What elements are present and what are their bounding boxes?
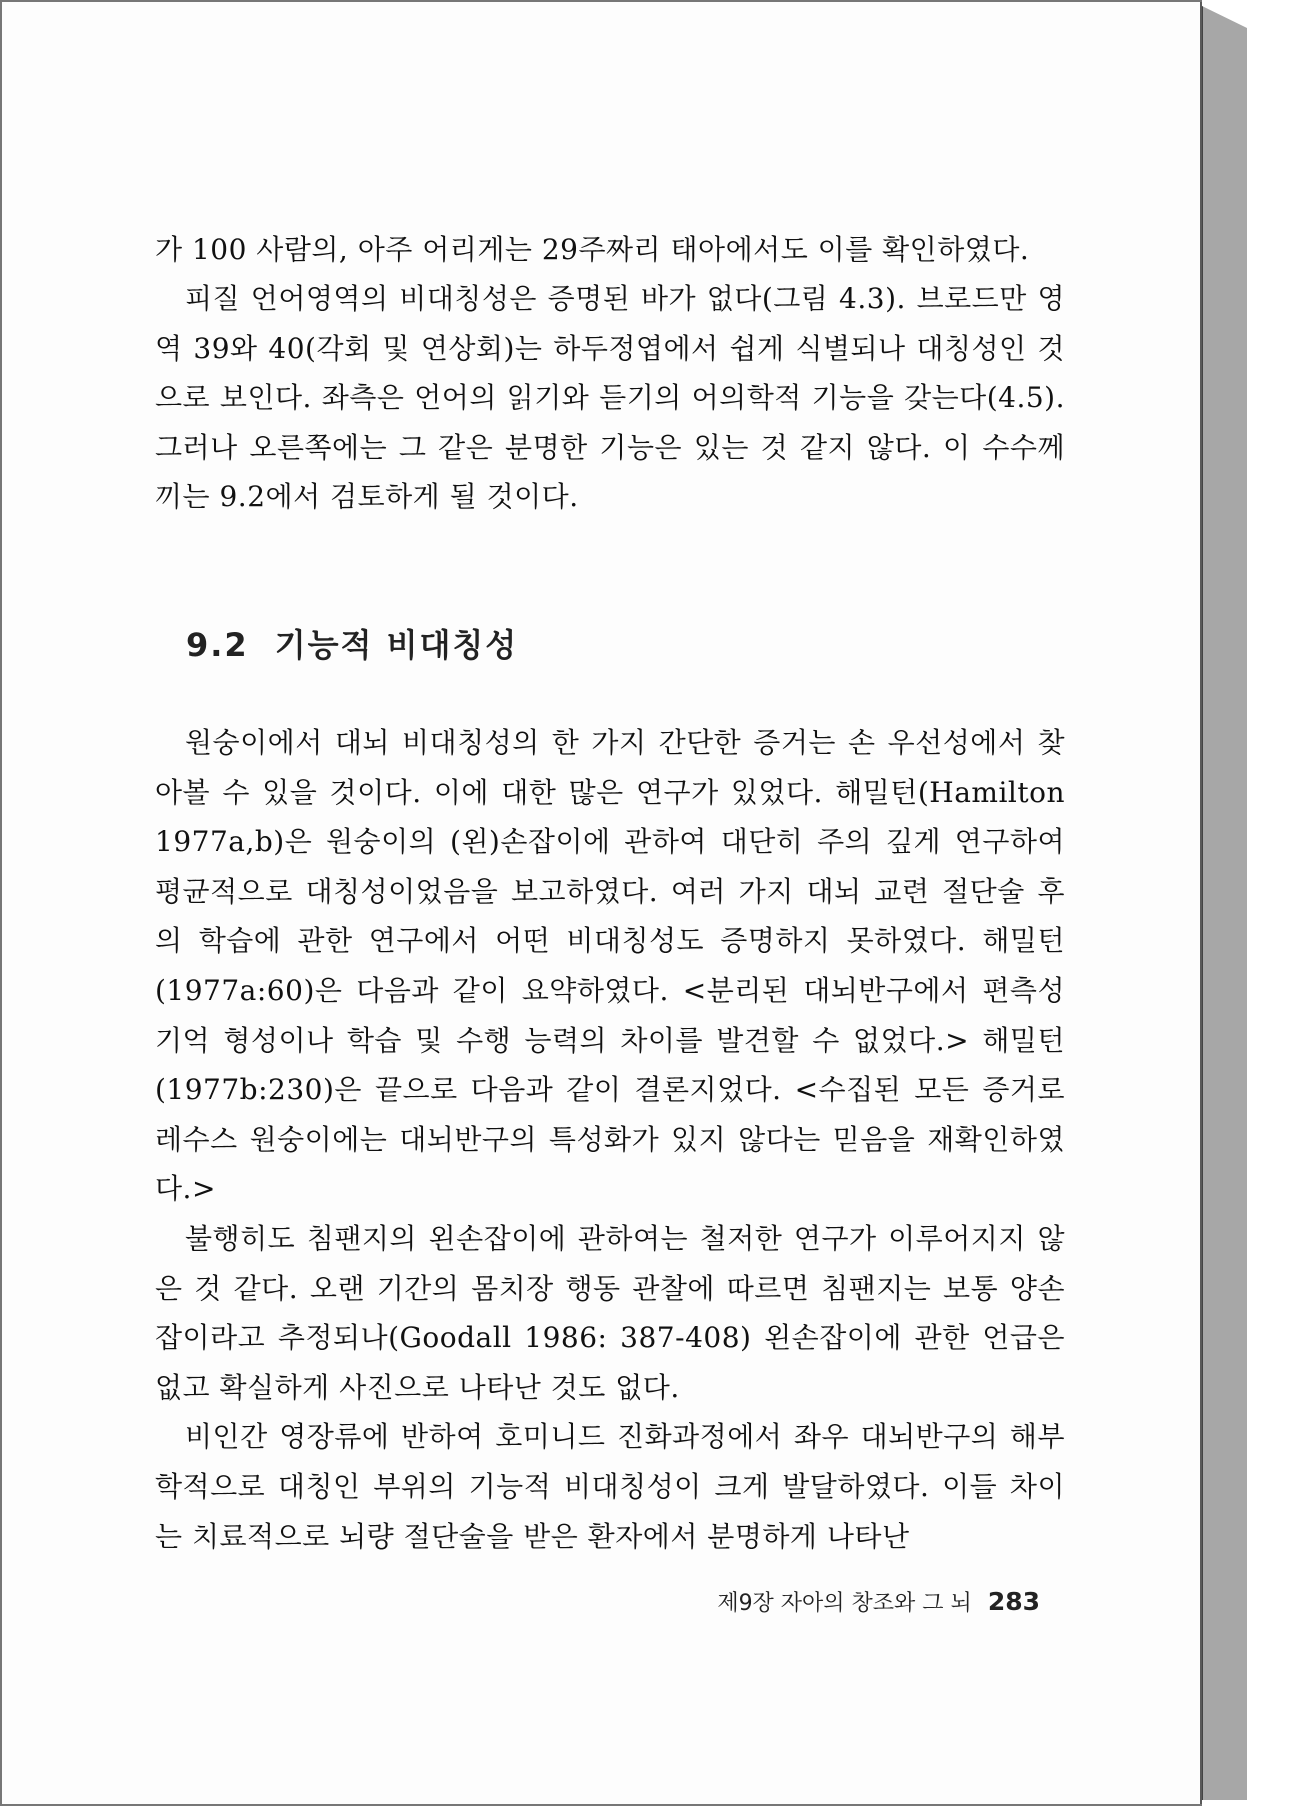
running-footer <box>640 1586 1040 1617</box>
section-number: 9.2 <box>186 626 249 664</box>
paragraph-cortex-asymmetry: 피질 언어영역의 비대칭성은 증명된 바가 없다(그림 4.3). 브로드만 영역 39와 40(각회 및 연상회)는 하두정엽에서 쉽게 식별되나 대칭성인 것으로 보인다. 좌측은 언어의 읽기와 듣기의 어의학적 기능을 갖는다(4.5). 그러나 오른쪽에는 그 같은 분명한 기능은 있는 것 같지 않다. 이 수수께끼는 9.2에서 검토하게 될 것이다. <box>155 282 1065 514</box>
section-title: 기능적 비대칭성 <box>274 626 519 664</box>
lower-text-block <box>155 718 1065 1561</box>
footer-chapter-title: 제9장 자아의 창조와 그 뇌 <box>717 1591 972 1616</box>
page-edge-shadow <box>1202 6 1247 1800</box>
paragraph-hominid: 비인간 영장류에 반하여 호미니드 진화과정에서 좌우 대뇌반구의 해부학적으로 대칭인 부위의 기능적 비대칭성이 크게 발달하였다. 이들 차이는 치료적으로 뇌량 절단술을 받은 환자에서 분명하게 나타난 <box>155 1420 1065 1553</box>
upper-text-block <box>155 225 1065 521</box>
paragraph-continued: 가 100 사람의, 아주 어리게는 29주짜리 태아에서도 이를 확인하였다. <box>155 233 1030 266</box>
section-heading <box>186 620 518 666</box>
paragraph-monkey-handedness: 원숭이에서 대뇌 비대칭성의 한 가지 간단한 증거는 손 우선성에서 찾아볼 수 있을 것이다. 이에 대한 많은 연구가 있었다. 해밀턴(Hamilton 1977a,b)은 원숭이의 (왼)손잡이에 관하여 대단히 주의 깊게 연구하여 평균적으로 대칭성이었음을 보고하였다. 여러 가지 대뇌 교련 절단술 후의 학습에 관한 연구에서 어떤 비대칭성도 증명하지 못하였다. 해밀턴(1977a:60)은 다음과 같이 요약하였다. <분리된 대뇌반구에서 편측성 기억 형성이나 학습 및 수행 능력의 차이를 발견할 수 없었다.> 해밀턴(1977b:230)은 끝으로 다음과 같이 결론지었다. <수집된 모든 증거로 레수스 원숭이에는 대뇌반구의 특성화가 있지 않다는 믿음을 재확인하였다.> <box>155 726 1065 1206</box>
paragraph-chimpanzee: 불행히도 침팬지의 왼손잡이에 관하여는 철저한 연구가 이루어지지 않은 것 같다. 오랜 기간의 몸치장 행동 관찰에 따르면 침팬지는 보통 양손잡이라고 추정되나(Goodall 1986: 387-408) 왼손잡이에 관한 언급은 없고 확실하게 사진으로 나타난 것도 없다. <box>155 1221 1065 1404</box>
page-number: 283 <box>987 1587 1040 1616</box>
